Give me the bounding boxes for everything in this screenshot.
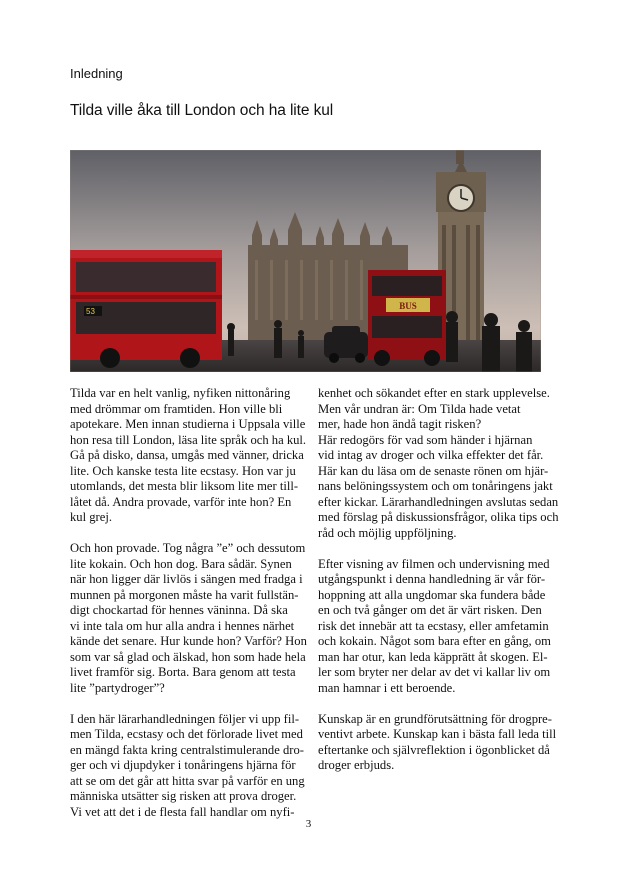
text-line: droger erbjuds. xyxy=(318,758,395,772)
text-line: utgångspunkt i denna handledning är vår för- xyxy=(318,572,546,586)
text-line: människa utsätter sig risken att prova droger. xyxy=(70,789,297,803)
paragraph xyxy=(70,386,307,526)
text-line: Och hon provade. Tog några ”e” och dessutom xyxy=(70,541,306,555)
text-line: ler som bryter ner delar av det vi kallar liv om xyxy=(318,665,551,679)
paragraph xyxy=(318,556,551,697)
right-text-column xyxy=(318,386,559,774)
red-bus-right xyxy=(368,270,446,366)
text-line: I den här lärarhandledningen följer vi upp fil- xyxy=(70,711,300,726)
text-line: en och två gånger om det är värt risken. Den xyxy=(318,603,542,617)
text-line: apotekare. Men innan studierna i Uppsala ville xyxy=(70,417,306,431)
left-text-column xyxy=(70,386,307,820)
text-line: Kunskap är en grundförutsättning för drogpre- xyxy=(318,711,552,726)
paragraph xyxy=(318,711,557,774)
text-line: efter kickar. Lärarhandledningen avslutas sedan xyxy=(318,494,559,509)
text-line: som var så glad och älskad, hon som hade hela xyxy=(70,649,306,664)
text-line: lite. Och kanske testa lite ecstasy. Hon var ju xyxy=(70,463,296,478)
text-line: en mängd fakta kring centralstimulerande dro- xyxy=(70,742,304,757)
paragraph xyxy=(318,386,559,541)
text-line: Efter visning av filmen och undervisning med xyxy=(318,556,550,571)
article-title: Tilda ville åka till London och ha lite kul xyxy=(70,102,334,119)
text-line: ger och vi djupdyker i tonåringens hjärna för xyxy=(70,758,296,772)
text-line: risk det innebär att ta ecstasy, eller amfetamin xyxy=(318,618,549,633)
text-line: kul grej. xyxy=(70,510,112,524)
text-line: ventivt arbete. Kunskap kan i bästa fall leda till xyxy=(318,727,557,741)
text-line: Här redogörs för vad som händer i hjärnan xyxy=(318,432,533,447)
text-line: hon resa till London, läsa lite språk och ha kul. xyxy=(70,432,307,447)
text-line: kände det senare. Hur kunde hon? Varför? Hon xyxy=(70,634,307,648)
text-line: Tilda var en helt vanlig, nyfiken nittonåring xyxy=(70,386,291,400)
text-line: nans belöningssystem och om tonåringens jakt xyxy=(318,479,553,493)
section-heading: Inledning xyxy=(70,66,123,81)
london-photo xyxy=(70,150,541,372)
text-line: man har otur, kan leda käpprätt åt skogen. El- xyxy=(318,649,548,664)
text-line: med drömmar om framtiden. Hon ville bli xyxy=(70,401,283,416)
text-line: hoppning att alla ungdomar ska fundera både xyxy=(318,587,546,602)
text-line: mer, hade hon ändå tagit risken? xyxy=(318,417,482,431)
text-line: lite kokain. Och hon dog. Bara sådär. Synen xyxy=(70,556,292,571)
text-line: och kokain. Något som bara efter en gång, om xyxy=(318,634,551,648)
text-line: Gå på disko, dansa, umgås med vänner, dricka xyxy=(70,448,304,462)
text-line: Men vår undran är: Om Tilda hade vetat xyxy=(318,401,521,416)
bus-route-number: 53 xyxy=(86,307,95,316)
text-line: utomlands, det mesta blir liksom lite mer till- xyxy=(70,479,299,493)
bus-sign: BUS xyxy=(399,301,417,311)
text-line: man hamnar i ett beroende. xyxy=(318,680,456,695)
text-line: låtet då. Andra provade, varför inte hon? En xyxy=(70,494,292,509)
paragraph xyxy=(70,711,305,821)
text-line: vid intag av droger och vilka effekter det får. xyxy=(318,448,544,462)
paragraph xyxy=(70,541,307,696)
text-line: kenhet och sökandet efter en stark upplevelse. xyxy=(318,386,550,400)
text-line: med förslag på diskussionsfrågor, olika tips och xyxy=(318,510,559,524)
text-line: Här kan du läsa om de senaste rönen om hjär- xyxy=(318,463,549,478)
text-line: digt chockartad för hennes väninna. Då ska xyxy=(70,603,288,617)
text-line: råd och möjlig uppföljning. xyxy=(318,525,457,540)
text-line: men Tilda, ecstasy och det förlorade livet med xyxy=(70,727,303,741)
text-line: Vi vet att det i de flesta fall handlar om nyfi- xyxy=(70,804,295,819)
text-line: eftertanke och självreflektion i ögonblicket då xyxy=(318,742,550,757)
page-number: 3 xyxy=(305,818,312,830)
text-line: vi inte tala om hur alla andra i hennes närhet xyxy=(70,618,295,633)
text-line: lite ”partydroger”? xyxy=(70,680,165,695)
text-line: livet framför sig. Borta. Bara genom att testa xyxy=(70,665,296,679)
text-line: när hon ligger där livlös i sängen med fradga i xyxy=(70,572,303,586)
text-line: att se om det går att hitta svar på varför en ung xyxy=(70,773,305,788)
text-line: munnen på morgonen måste ha varit fullstän- xyxy=(70,587,299,602)
